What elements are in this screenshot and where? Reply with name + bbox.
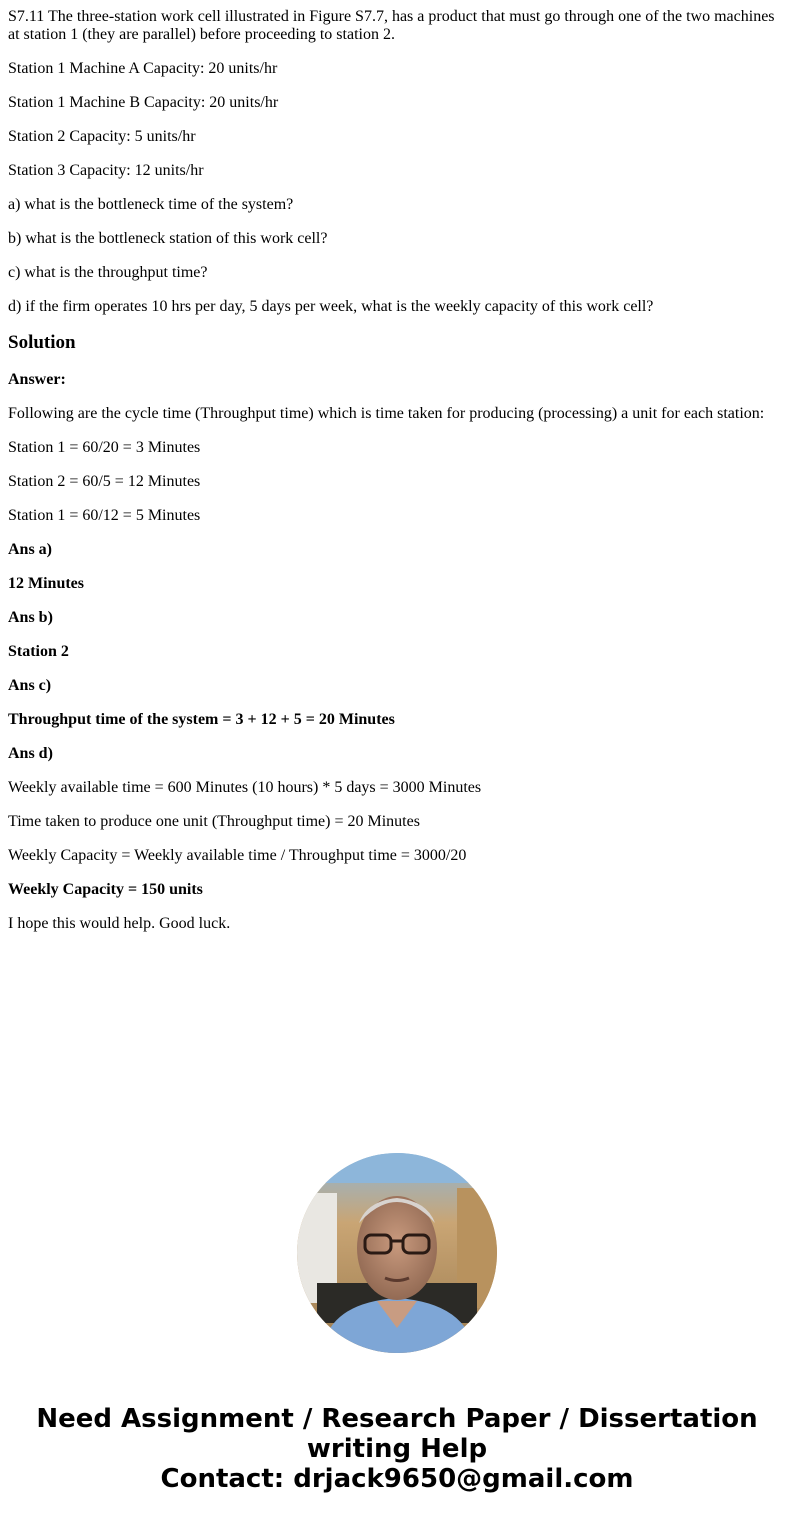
ans-d-line-1: Weekly available time = 600 Minutes (10 hours) * 5 days = 3000 Minutes xyxy=(8,779,482,796)
ans-b-label: Ans b) xyxy=(8,609,53,626)
question-part-b: b) what is the bottleneck station of this work cell? xyxy=(8,230,328,247)
capacity-station3: Station 3 Capacity: 12 units/hr xyxy=(8,162,204,179)
promo-banner-contact: Contact: drjack9650@gmail.com xyxy=(160,1464,634,1494)
cycle-time-intro: Following are the cycle time (Throughput time) which is time taken for producing (processing) a unit for each station: xyxy=(8,405,765,422)
promo-banner-line-1: Need Assignment / Research Paper / Dissertation xyxy=(36,1404,758,1434)
question-part-c: c) what is the throughput time? xyxy=(8,264,208,281)
capacity-station1-a: Station 1 Machine A Capacity: 20 units/hr xyxy=(8,60,278,77)
ans-c-value: Throughput time of the system = 3 + 12 + 5 = 20 Minutes xyxy=(8,711,395,728)
ans-a-label: Ans a) xyxy=(8,541,53,558)
question-intro: S7.11 The three-station work cell illustrated in Figure S7.7, has a product that must go through one of the two machines at station 1 (they are parallel) before proceeding to station 2. xyxy=(8,8,775,43)
cycle-time-station2: Station 2 = 60/5 = 12 Minutes xyxy=(8,473,201,490)
ans-a-value: 12 Minutes xyxy=(8,575,84,592)
capacity-station2: Station 2 Capacity: 5 units/hr xyxy=(8,128,196,145)
ans-d-value: Weekly Capacity = 150 units xyxy=(8,881,203,898)
answer-label: Answer: xyxy=(8,371,66,388)
capacity-station1-b: Station 1 Machine B Capacity: 20 units/hr xyxy=(8,94,279,111)
solution-heading: Solution xyxy=(8,332,76,353)
closing-text: I hope this would help. Good luck. xyxy=(8,915,231,932)
ans-b-value: Station 2 xyxy=(8,643,69,660)
cycle-time-station1: Station 1 = 60/20 = 3 Minutes xyxy=(8,439,201,456)
promo-banner xyxy=(0,1404,794,1494)
ans-d-line-3: Weekly Capacity = Weekly available time / Throughput time = 3000/20 xyxy=(8,847,467,864)
avatar-portrait-image xyxy=(297,1153,497,1353)
cycle-time-station3: Station 1 = 60/12 = 5 Minutes xyxy=(8,507,201,524)
question-part-d: d) if the firm operates 10 hrs per day, 5 days per week, what is the weekly capacity of this work cell? xyxy=(8,298,654,315)
ans-c-label: Ans c) xyxy=(8,677,52,694)
document-body xyxy=(8,8,786,949)
question-part-a: a) what is the bottleneck time of the system? xyxy=(8,196,294,213)
ans-d-line-2: Time taken to produce one unit (Throughput time) = 20 Minutes xyxy=(8,813,420,830)
avatar xyxy=(297,1153,497,1353)
promo-banner-line-2: writing Help xyxy=(306,1434,488,1464)
ans-d-label: Ans d) xyxy=(8,745,53,762)
